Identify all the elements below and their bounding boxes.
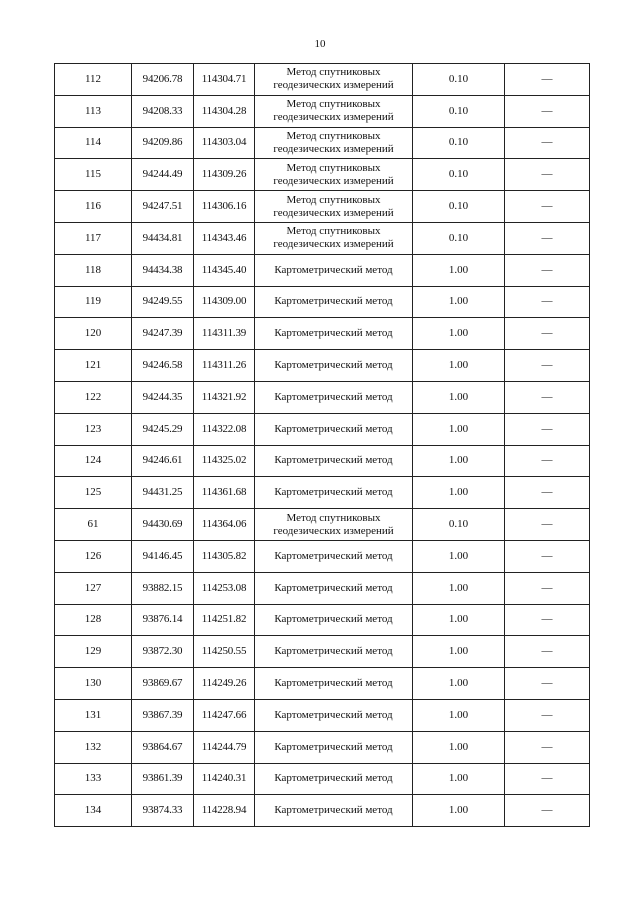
- y-coordinate-cell: 114228.94: [194, 795, 255, 827]
- method-cell: Картометрический метод: [255, 540, 413, 572]
- accuracy-cell: 1.00: [413, 254, 505, 286]
- method-cell: Картометрический метод: [255, 381, 413, 413]
- table-body: [55, 64, 590, 827]
- note-cell: —: [505, 731, 590, 763]
- method-cell: Картометрический метод: [255, 477, 413, 509]
- method-cell: Картометрический метод: [255, 413, 413, 445]
- method-cell: Метод спутниковых геодезических измерений: [255, 159, 413, 191]
- point-number-cell: 126: [55, 540, 132, 572]
- table-row: [55, 636, 590, 668]
- point-number-cell: 61: [55, 509, 132, 541]
- accuracy-cell: 0.10: [413, 64, 505, 96]
- accuracy-cell: 1.00: [413, 350, 505, 382]
- accuracy-cell: 0.10: [413, 159, 505, 191]
- method-cell: Картометрический метод: [255, 699, 413, 731]
- table-row: [55, 95, 590, 127]
- y-coordinate-cell: 114304.28: [194, 95, 255, 127]
- table-row: [55, 350, 590, 382]
- y-coordinate-cell: 114240.31: [194, 763, 255, 795]
- accuracy-cell: 1.00: [413, 636, 505, 668]
- y-coordinate-cell: 114247.66: [194, 699, 255, 731]
- table-row: [55, 127, 590, 159]
- method-cell: Картометрический метод: [255, 254, 413, 286]
- accuracy-cell: 1.00: [413, 699, 505, 731]
- x-coordinate-cell: 94209.86: [132, 127, 194, 159]
- point-number-cell: 113: [55, 95, 132, 127]
- y-coordinate-cell: 114305.82: [194, 540, 255, 572]
- point-number-cell: 121: [55, 350, 132, 382]
- coordinates-table: [54, 63, 590, 827]
- y-coordinate-cell: 114306.16: [194, 191, 255, 223]
- note-cell: —: [505, 668, 590, 700]
- point-number-cell: 134: [55, 795, 132, 827]
- y-coordinate-cell: 114361.68: [194, 477, 255, 509]
- x-coordinate-cell: 93874.33: [132, 795, 194, 827]
- y-coordinate-cell: 114249.26: [194, 668, 255, 700]
- note-cell: —: [505, 222, 590, 254]
- y-coordinate-cell: 114364.06: [194, 509, 255, 541]
- accuracy-cell: 1.00: [413, 445, 505, 477]
- note-cell: —: [505, 286, 590, 318]
- x-coordinate-cell: 94206.78: [132, 64, 194, 96]
- method-cell: Картометрический метод: [255, 668, 413, 700]
- accuracy-cell: 1.00: [413, 413, 505, 445]
- x-coordinate-cell: 94247.51: [132, 191, 194, 223]
- note-cell: —: [505, 572, 590, 604]
- y-coordinate-cell: 114244.79: [194, 731, 255, 763]
- point-number-cell: 118: [55, 254, 132, 286]
- table-row: [55, 413, 590, 445]
- method-cell: Картометрический метод: [255, 604, 413, 636]
- x-coordinate-cell: 94434.81: [132, 222, 194, 254]
- point-number-cell: 127: [55, 572, 132, 604]
- accuracy-cell: 1.00: [413, 668, 505, 700]
- point-number-cell: 131: [55, 699, 132, 731]
- x-coordinate-cell: 94208.33: [132, 95, 194, 127]
- note-cell: —: [505, 191, 590, 223]
- table-row: [55, 731, 590, 763]
- table-row: [55, 699, 590, 731]
- point-number-cell: 117: [55, 222, 132, 254]
- point-number-cell: 114: [55, 127, 132, 159]
- x-coordinate-cell: 94245.29: [132, 413, 194, 445]
- accuracy-cell: 1.00: [413, 286, 505, 318]
- accuracy-cell: 1.00: [413, 763, 505, 795]
- method-cell: Картометрический метод: [255, 445, 413, 477]
- y-coordinate-cell: 114304.71: [194, 64, 255, 96]
- table-row: [55, 477, 590, 509]
- accuracy-cell: 0.10: [413, 191, 505, 223]
- method-cell: Метод спутниковых геодезических измерений: [255, 509, 413, 541]
- point-number-cell: 124: [55, 445, 132, 477]
- method-cell: Метод спутниковых геодезических измерений: [255, 191, 413, 223]
- y-coordinate-cell: 114343.46: [194, 222, 255, 254]
- table-row: [55, 540, 590, 572]
- note-cell: —: [505, 413, 590, 445]
- y-coordinate-cell: 114311.26: [194, 350, 255, 382]
- page-number: 10: [314, 38, 326, 50]
- accuracy-cell: 1.00: [413, 572, 505, 604]
- note-cell: —: [505, 509, 590, 541]
- accuracy-cell: 1.00: [413, 477, 505, 509]
- method-cell: Картометрический метод: [255, 318, 413, 350]
- x-coordinate-cell: 93861.39: [132, 763, 194, 795]
- x-coordinate-cell: 93876.14: [132, 604, 194, 636]
- note-cell: —: [505, 445, 590, 477]
- x-coordinate-cell: 93869.67: [132, 668, 194, 700]
- note-cell: —: [505, 127, 590, 159]
- table-row: [55, 318, 590, 350]
- accuracy-cell: 1.00: [413, 318, 505, 350]
- table-row: [55, 254, 590, 286]
- method-cell: Метод спутниковых геодезических измерений: [255, 64, 413, 96]
- x-coordinate-cell: 93872.30: [132, 636, 194, 668]
- note-cell: —: [505, 795, 590, 827]
- x-coordinate-cell: 94247.39: [132, 318, 194, 350]
- method-cell: Картометрический метод: [255, 286, 413, 318]
- x-coordinate-cell: 94430.69: [132, 509, 194, 541]
- x-coordinate-cell: 94434.38: [132, 254, 194, 286]
- method-cell: Метод спутниковых геодезических измерений: [255, 127, 413, 159]
- y-coordinate-cell: 114303.04: [194, 127, 255, 159]
- note-cell: —: [505, 254, 590, 286]
- note-cell: —: [505, 95, 590, 127]
- table-row: [55, 222, 590, 254]
- note-cell: —: [505, 477, 590, 509]
- point-number-cell: 125: [55, 477, 132, 509]
- table-row: [55, 191, 590, 223]
- method-cell: Картометрический метод: [255, 572, 413, 604]
- y-coordinate-cell: 114322.08: [194, 413, 255, 445]
- table-row: [55, 445, 590, 477]
- table-row: [55, 286, 590, 318]
- point-number-cell: 120: [55, 318, 132, 350]
- method-cell: Метод спутниковых геодезических измерений: [255, 222, 413, 254]
- method-cell: Картометрический метод: [255, 763, 413, 795]
- y-coordinate-cell: 114311.39: [194, 318, 255, 350]
- x-coordinate-cell: 93864.67: [132, 731, 194, 763]
- note-cell: —: [505, 318, 590, 350]
- table-row: [55, 668, 590, 700]
- method-cell: Картометрический метод: [255, 795, 413, 827]
- table-row: [55, 159, 590, 191]
- x-coordinate-cell: 94249.55: [132, 286, 194, 318]
- table-row: [55, 381, 590, 413]
- method-cell: Картометрический метод: [255, 636, 413, 668]
- note-cell: —: [505, 64, 590, 96]
- y-coordinate-cell: 114309.26: [194, 159, 255, 191]
- y-coordinate-cell: 114250.55: [194, 636, 255, 668]
- point-number-cell: 133: [55, 763, 132, 795]
- accuracy-cell: 0.10: [413, 509, 505, 541]
- point-number-cell: 123: [55, 413, 132, 445]
- accuracy-cell: 1.00: [413, 604, 505, 636]
- point-number-cell: 116: [55, 191, 132, 223]
- x-coordinate-cell: 94246.61: [132, 445, 194, 477]
- note-cell: —: [505, 699, 590, 731]
- point-number-cell: 129: [55, 636, 132, 668]
- y-coordinate-cell: 114321.92: [194, 381, 255, 413]
- method-cell: Картометрический метод: [255, 350, 413, 382]
- method-cell: Метод спутниковых геодезических измерений: [255, 95, 413, 127]
- x-coordinate-cell: 93867.39: [132, 699, 194, 731]
- accuracy-cell: 1.00: [413, 795, 505, 827]
- note-cell: —: [505, 350, 590, 382]
- x-coordinate-cell: 93882.15: [132, 572, 194, 604]
- point-number-cell: 112: [55, 64, 132, 96]
- note-cell: —: [505, 604, 590, 636]
- x-coordinate-cell: 94246.58: [132, 350, 194, 382]
- x-coordinate-cell: 94244.35: [132, 381, 194, 413]
- y-coordinate-cell: 114325.02: [194, 445, 255, 477]
- table-row: [55, 572, 590, 604]
- accuracy-cell: 0.10: [413, 222, 505, 254]
- y-coordinate-cell: 114309.00: [194, 286, 255, 318]
- point-number-cell: 132: [55, 731, 132, 763]
- accuracy-cell: 1.00: [413, 540, 505, 572]
- x-coordinate-cell: 94146.45: [132, 540, 194, 572]
- note-cell: —: [505, 159, 590, 191]
- table-row: [55, 604, 590, 636]
- y-coordinate-cell: 114345.40: [194, 254, 255, 286]
- x-coordinate-cell: 94431.25: [132, 477, 194, 509]
- table-row: [55, 64, 590, 96]
- method-cell: Картометрический метод: [255, 731, 413, 763]
- accuracy-cell: 0.10: [413, 95, 505, 127]
- table-row: [55, 763, 590, 795]
- point-number-cell: 122: [55, 381, 132, 413]
- accuracy-cell: 0.10: [413, 127, 505, 159]
- point-number-cell: 128: [55, 604, 132, 636]
- note-cell: —: [505, 381, 590, 413]
- accuracy-cell: 1.00: [413, 731, 505, 763]
- table-row: [55, 509, 590, 541]
- y-coordinate-cell: 114251.82: [194, 604, 255, 636]
- note-cell: —: [505, 763, 590, 795]
- y-coordinate-cell: 114253.08: [194, 572, 255, 604]
- point-number-cell: 130: [55, 668, 132, 700]
- x-coordinate-cell: 94244.49: [132, 159, 194, 191]
- accuracy-cell: 1.00: [413, 381, 505, 413]
- point-number-cell: 119: [55, 286, 132, 318]
- note-cell: —: [505, 540, 590, 572]
- point-number-cell: 115: [55, 159, 132, 191]
- table-row: [55, 795, 590, 827]
- note-cell: —: [505, 636, 590, 668]
